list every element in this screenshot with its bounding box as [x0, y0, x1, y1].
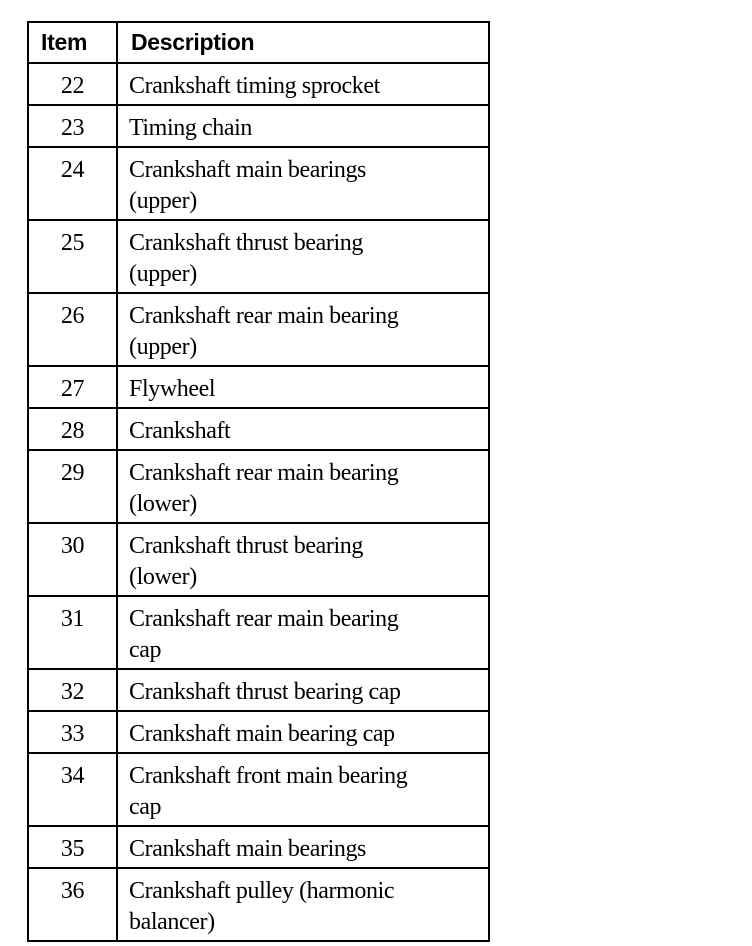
- description-cell: Timing chain: [117, 105, 489, 147]
- table-row: [28, 450, 489, 523]
- item-number-cell: 25: [28, 220, 117, 293]
- item-number-cell: 34: [28, 753, 117, 826]
- item-number-cell: 27: [28, 366, 117, 408]
- item-number-cell: 29: [28, 450, 117, 523]
- table-row: [28, 711, 489, 753]
- item-number-cell: 31: [28, 596, 117, 669]
- item-number-cell: 32: [28, 669, 117, 711]
- description-cell: Crankshaft thrust bearing (lower): [117, 523, 489, 596]
- table-row: [28, 147, 489, 220]
- item-number-cell: 24: [28, 147, 117, 220]
- item-number-cell: 35: [28, 826, 117, 868]
- description-cell: Crankshaft: [117, 408, 489, 450]
- parts-table: [27, 21, 490, 942]
- table-row: [28, 669, 489, 711]
- item-number-cell: 22: [28, 63, 117, 105]
- description-cell: Crankshaft thrust bearing cap: [117, 669, 489, 711]
- item-number-cell: 30: [28, 523, 117, 596]
- table-row: [28, 220, 489, 293]
- table-row: [28, 366, 489, 408]
- parts-table-body: [28, 63, 489, 941]
- description-cell: Flywheel: [117, 366, 489, 408]
- description-cell: Crankshaft rear main bearing cap: [117, 596, 489, 669]
- description-cell: Crankshaft rear main bearing (upper): [117, 293, 489, 366]
- item-number-cell: 33: [28, 711, 117, 753]
- description-cell: Crankshaft main bearings (upper): [117, 147, 489, 220]
- description-cell: Crankshaft main bearing cap: [117, 711, 489, 753]
- item-number-cell: 28: [28, 408, 117, 450]
- table-row: [28, 63, 489, 105]
- table-row: [28, 105, 489, 147]
- table-row: [28, 293, 489, 366]
- item-number-cell: 36: [28, 868, 117, 941]
- item-number-cell: 26: [28, 293, 117, 366]
- table-row: [28, 408, 489, 450]
- table-row: [28, 596, 489, 669]
- description-cell: Crankshaft front main bearing cap: [117, 753, 489, 826]
- table-row: [28, 868, 489, 941]
- table-header-row: [28, 22, 489, 63]
- description-cell: Crankshaft rear main bearing (lower): [117, 450, 489, 523]
- description-cell: Crankshaft pulley (harmonic balancer): [117, 868, 489, 941]
- table-row: [28, 523, 489, 596]
- description-cell: Crankshaft thrust bearing (upper): [117, 220, 489, 293]
- table-row: [28, 753, 489, 826]
- description-cell: Crankshaft main bearings: [117, 826, 489, 868]
- description-column-header: Description: [117, 22, 489, 63]
- table-row: [28, 826, 489, 868]
- item-column-header: Item: [28, 22, 117, 63]
- item-number-cell: 23: [28, 105, 117, 147]
- description-cell: Crankshaft timing sprocket: [117, 63, 489, 105]
